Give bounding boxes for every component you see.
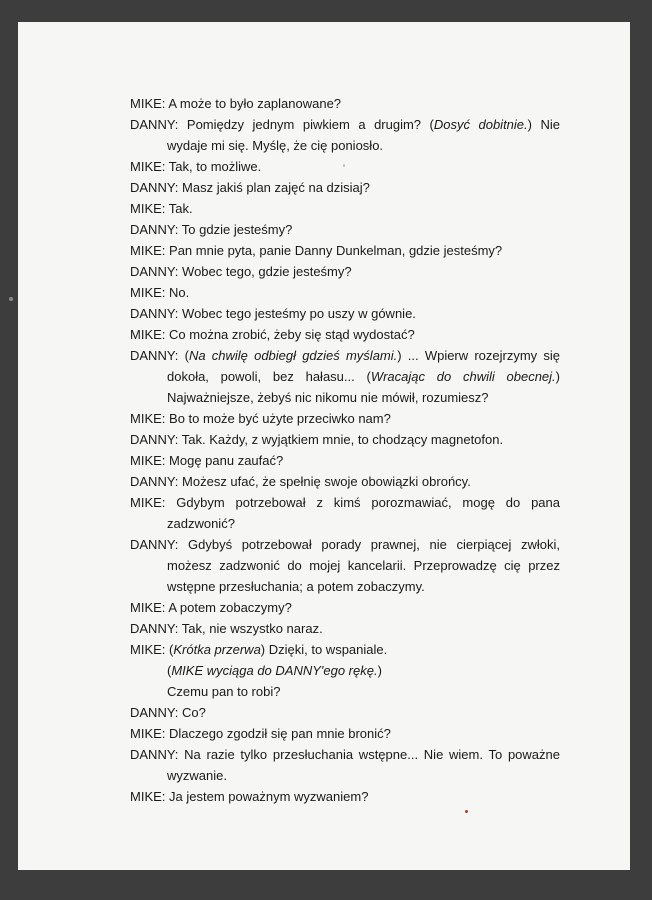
dialogue-text: ) Dzięki, to wspaniale.	[260, 642, 388, 657]
dialogue-text: Masz jakiś plan zajęć na dzisiaj?	[182, 180, 370, 195]
dialogue-text: (	[184, 348, 189, 363]
speaker-name: MIKE:	[130, 453, 166, 468]
stage-direction: Krótka przerwa	[173, 642, 261, 657]
dialogue-text: ) Nie wydaje mi się. Myślę, że cię poniosło.	[167, 117, 560, 153]
speaker-name: DANNY:	[130, 621, 179, 636]
dialogue-text: Tak, nie wszystko naraz.	[181, 621, 323, 636]
dialogue-text: Co można zrobić, żeby się stąd wydostać?	[169, 327, 415, 342]
speaker-name: DANNY:	[130, 117, 179, 132]
speaker-name: DANNY:	[130, 348, 179, 363]
speaker-name: MIKE:	[130, 201, 166, 216]
dialogue-text: (	[167, 663, 172, 678]
dialogue-line	[130, 240, 560, 261]
dialogue-text: Czemu pan to robi?	[167, 684, 281, 699]
dialogue-line	[130, 282, 560, 303]
dialogue-line	[130, 324, 560, 345]
dialogue-text: Pan mnie pyta, panie Danny Dunkelman, gdzie jesteśmy?	[169, 243, 503, 258]
speaker-name: DANNY:	[130, 747, 179, 762]
dialogue-line	[130, 408, 560, 429]
speaker-name: MIKE:	[130, 789, 166, 804]
dialogue-line	[130, 534, 560, 597]
dialogue-line	[130, 639, 560, 660]
dialogue-line	[130, 345, 560, 408]
dialogue-line	[130, 492, 560, 534]
dialogue-line	[130, 93, 560, 114]
stage-direction: Na chwilę odbiegł gdzieś myślami.	[188, 348, 398, 363]
speaker-name: MIKE:	[130, 243, 166, 258]
dialogue-line	[130, 219, 560, 240]
dialogue-text: Tak.	[168, 201, 193, 216]
dialogue-line	[130, 198, 560, 219]
dialogue-text: Wobec tego jesteśmy po uszy w gównie.	[182, 306, 416, 321]
dialogue-line	[130, 786, 560, 807]
dialogue-text: To gdzie jesteśmy?	[181, 222, 293, 237]
dialogue-text: Dlaczego zgodził się pan mnie bronić?	[169, 726, 391, 741]
speaker-name: MIKE:	[130, 285, 166, 300]
speaker-name: MIKE:	[130, 600, 166, 615]
dialogue-text: Tak. Każdy, z wyjątkiem mnie, to chodzący magnetofon.	[181, 432, 504, 447]
stage-direction: MIKE wyciąga do DANNY'ego rękę.	[171, 663, 378, 678]
speaker-name: MIKE:	[130, 726, 166, 741]
dialogue-line	[130, 303, 560, 324]
speaker-name: DANNY:	[130, 264, 179, 279]
speaker-name: DANNY:	[130, 537, 179, 552]
dialogue-text: Możesz ufać, że spełnię swoje obowiązki obrońcy.	[182, 474, 471, 489]
speaker-name: DANNY:	[130, 705, 179, 720]
dialogue-line	[130, 471, 560, 492]
dialogue-line	[130, 723, 560, 744]
dialogue-text: )	[377, 663, 382, 678]
stage-direction: Dosyć dobitnie.	[433, 117, 528, 132]
stage-direction: Wracając do chwili obecnej.	[370, 369, 556, 384]
dialogue-text: A może to było zaplanowane?	[168, 96, 342, 111]
ink-dot	[465, 810, 468, 813]
dialogue-text: Gdybym potrzebował z kimś porozmawiać, mogę do pana zadzwonić?	[167, 495, 560, 531]
speaker-name: MIKE:	[130, 411, 166, 426]
dialogue-line	[130, 177, 560, 198]
speaker-name: DANNY:	[130, 306, 179, 321]
dialogue-line	[130, 429, 560, 450]
dialogue-line	[130, 744, 560, 786]
speaker-name: MIKE:	[130, 327, 166, 342]
speaker-name: DANNY:	[130, 432, 179, 447]
dialogue-line	[130, 156, 560, 177]
dialogue-text: A potem zobaczymy?	[168, 600, 292, 615]
dialogue-line	[130, 597, 560, 618]
dialogue-line	[130, 681, 560, 702]
dust-speck	[343, 164, 345, 167]
dialogue-text: Bo to może być użyte przeciwko nam?	[169, 411, 391, 426]
dialogue-text: ) ... Wpierw rozejrzymy się dokoła, powoli, bez hałasu... (	[167, 348, 560, 384]
dialogue-line	[130, 618, 560, 639]
dialogue-text: (	[169, 642, 174, 657]
dialogue-text: Pomiędzy jednym piwkiem a drugim? (	[186, 117, 434, 132]
speaker-name: MIKE:	[130, 642, 166, 657]
speaker-name: MIKE:	[130, 159, 166, 174]
dialogue-line	[130, 660, 560, 681]
dust-speck	[9, 297, 13, 301]
speaker-name: MIKE:	[130, 495, 166, 510]
speaker-name: DANNY:	[130, 222, 179, 237]
dialogue-text: Ja jestem poważnym wyzwaniem?	[169, 789, 369, 804]
speaker-name: DANNY:	[130, 180, 179, 195]
dialogue-text: Co?	[182, 705, 206, 720]
dialogue-script	[130, 93, 560, 807]
speaker-name: MIKE:	[130, 96, 166, 111]
dialogue-line	[130, 114, 560, 156]
dialogue-line	[130, 702, 560, 723]
dialogue-text: Na razie tylko przesłuchania wstępne... Nie wiem. To poważne wyzwanie.	[167, 747, 560, 783]
dialogue-text: Tak, to możliwe.	[168, 159, 262, 174]
dialogue-line	[130, 450, 560, 471]
dialogue-text: No.	[169, 285, 190, 300]
dialogue-line	[130, 261, 560, 282]
dialogue-text: Gdybyś potrzebował porady prawnej, nie cierpiącej zwłoki, możesz zadzwonić do mojej kancelarii. Przeprowadzę cię przez wstępne przesłuchania; a potem zobaczymy.	[167, 537, 560, 594]
dialogue-text: Wobec tego, gdzie jesteśmy?	[182, 264, 352, 279]
dialogue-text: ) Najważniejsze, żebyś nic nikomu nie mówił, rozumiesz?	[167, 369, 560, 405]
dialogue-text: Mogę panu zaufać?	[169, 453, 284, 468]
speaker-name: DANNY:	[130, 474, 179, 489]
